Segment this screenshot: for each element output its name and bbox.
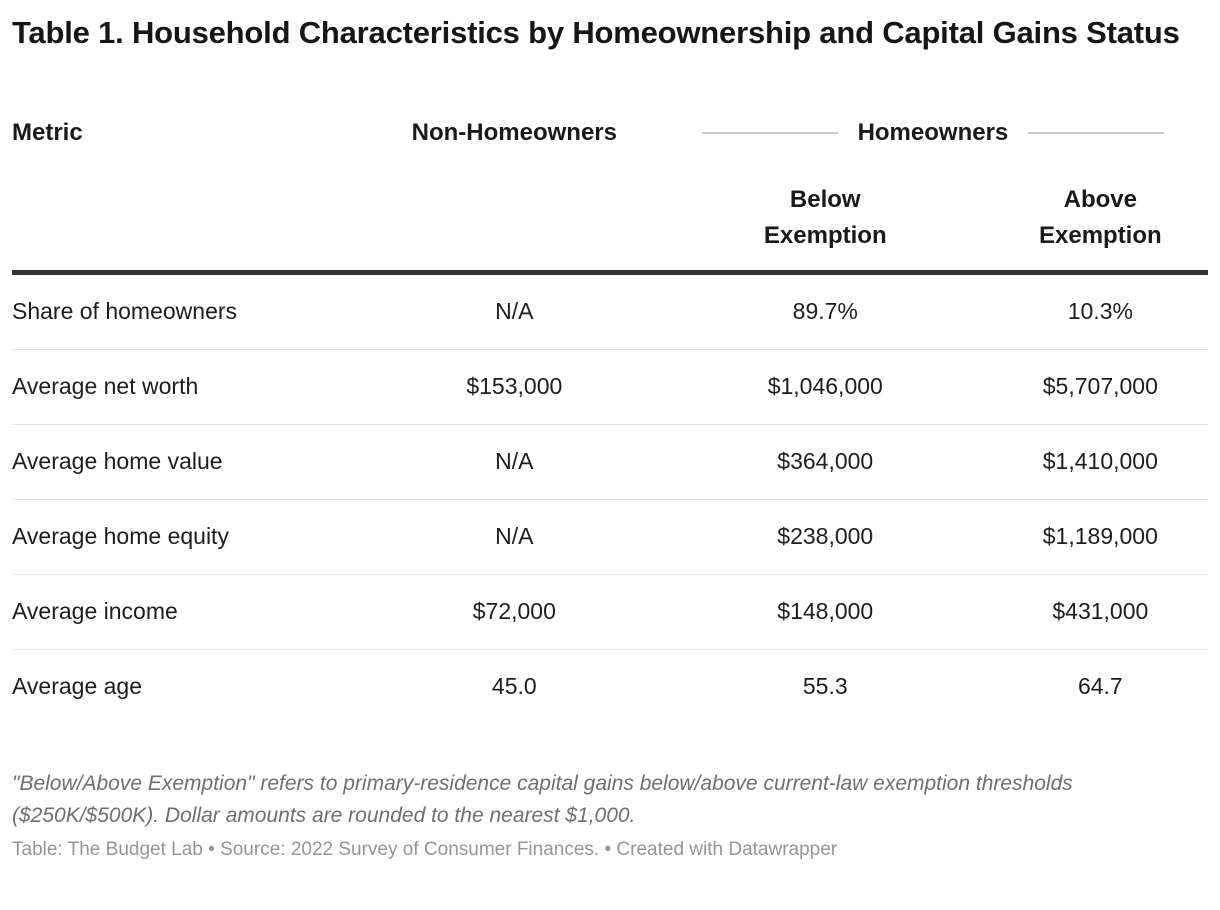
cell-non-homeowners: N/A <box>495 298 534 325</box>
row-label: Average age <box>12 673 143 700</box>
spanner-line-right <box>1028 132 1164 134</box>
homeowners-column-group <box>658 118 1208 254</box>
table-row <box>12 350 1208 425</box>
column-header-below-exemption: Below Exemption <box>763 185 887 249</box>
cell-above-exemption: $1,410,000 <box>1042 448 1158 475</box>
table-body <box>12 275 1208 724</box>
table-row <box>12 575 1208 650</box>
table-row <box>12 425 1208 500</box>
cell-below-exemption: 89.7% <box>792 298 858 325</box>
cell-below-exemption: $364,000 <box>777 448 874 475</box>
cell-above-exemption: 64.7 <box>1077 673 1123 700</box>
column-header-above-exemption: Above Exemption <box>1038 185 1162 249</box>
cell-below-exemption: 55.3 <box>802 673 848 700</box>
cell-below-exemption: $238,000 <box>777 523 874 550</box>
cell-non-homeowners: $153,000 <box>466 373 563 400</box>
cell-non-homeowners: N/A <box>495 523 534 550</box>
sub-header-row <box>658 182 1208 254</box>
table-row <box>12 500 1208 575</box>
page-title: Table 1. Household Characteristics by Homeownership and Capital Gains Status <box>12 15 1180 50</box>
table-row <box>12 275 1208 350</box>
cell-above-exemption: $5,707,000 <box>1042 373 1158 400</box>
cell-above-exemption: $1,189,000 <box>1042 523 1158 550</box>
row-label: Average net worth <box>12 373 199 400</box>
cell-non-homeowners: N/A <box>495 448 534 475</box>
table-header <box>12 118 1208 275</box>
row-label: Average home equity <box>12 523 229 550</box>
row-label: Average income <box>12 598 178 625</box>
cell-above-exemption: $431,000 <box>1052 598 1149 625</box>
cell-non-homeowners: 45.0 <box>491 673 537 700</box>
column-header-metric: Metric <box>12 118 83 146</box>
row-label: Average home value <box>12 448 223 475</box>
source-line: Table: The Budget Lab • Source: 2022 Survey of Consumer Finances. • Created with Datawrapper <box>12 838 838 860</box>
row-label: Share of homeowners <box>12 298 238 325</box>
column-group-header-homeowners <box>658 118 1208 148</box>
footnote: "Below/Above Exemption" refers to primary-residence capital gains below/above current-law exemption thresholds ($250K/$500K). Dollar amounts are rounded to the nearest $1,000. <box>12 771 1073 827</box>
cell-below-exemption: $148,000 <box>777 598 874 625</box>
table-row <box>12 650 1208 724</box>
spanner-line-left <box>702 132 838 134</box>
cell-above-exemption: 10.3% <box>1067 298 1133 325</box>
cell-below-exemption: $1,046,000 <box>767 373 883 400</box>
cell-non-homeowners: $72,000 <box>472 598 556 625</box>
column-group-label: Homeowners <box>857 118 1009 146</box>
column-header-non-homeowners: Non-Homeowners <box>411 118 617 146</box>
